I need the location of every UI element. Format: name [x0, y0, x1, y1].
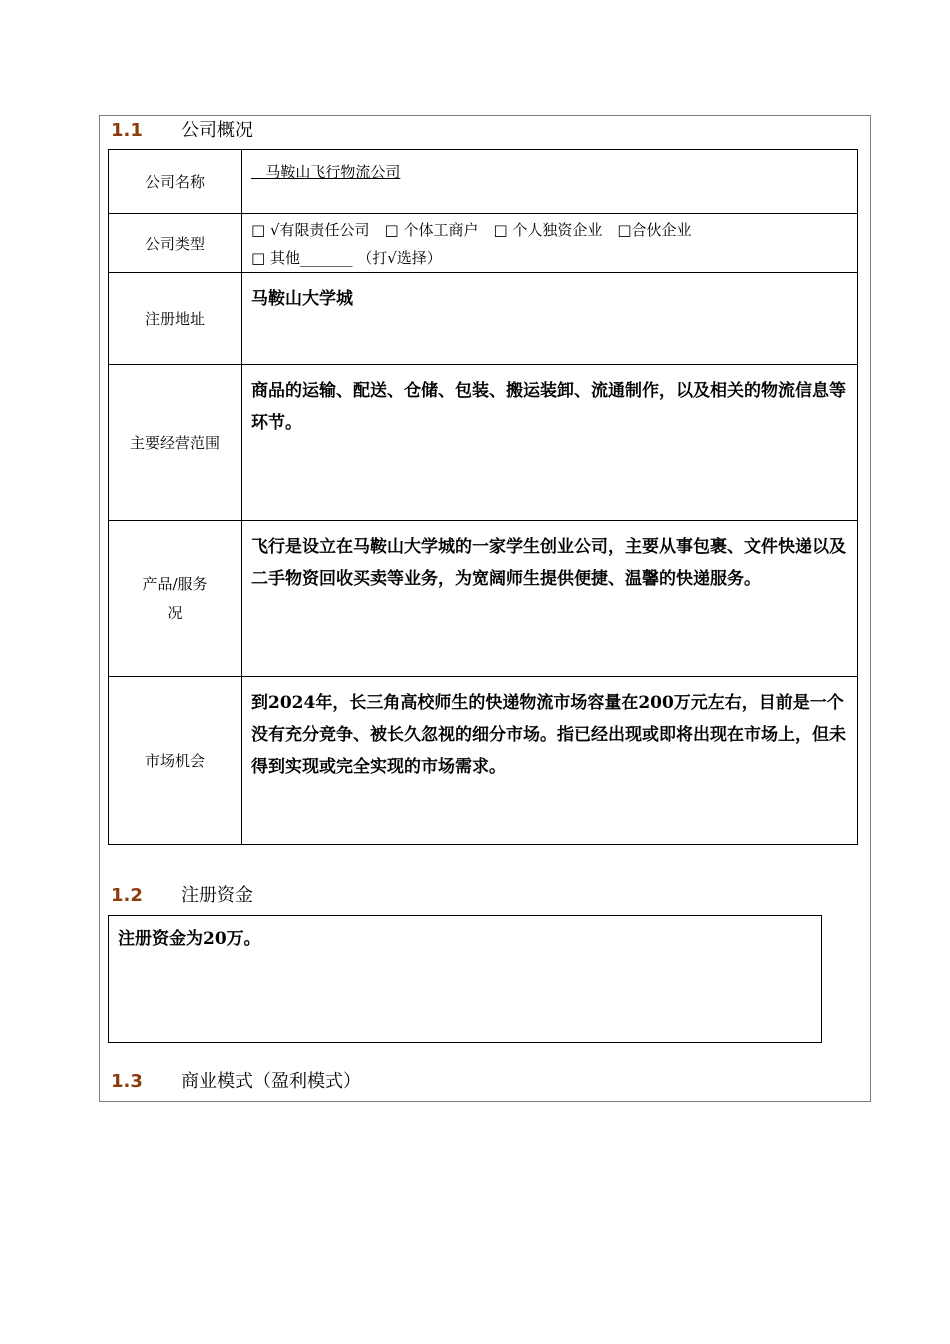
market-opportunity-value: 到2024年，长三角高校师生的快递物流市场容量在200万元左右，目前是一个没有充分竞争、被长久忽视的细分市场。指已经出现或即将出现在市场上，但未得到实现或完全实现的市场需求。 — [242, 677, 858, 845]
product-label-line2: 况 — [167, 603, 183, 622]
company-type-label: 公司类型 — [109, 214, 242, 273]
table-row — [109, 365, 858, 521]
address-label: 注册地址 — [109, 273, 242, 365]
company-info-table — [108, 149, 858, 845]
company-name-value: 马鞍山飞行物流公司 — [265, 163, 401, 181]
section-number: 1.2 — [111, 885, 143, 906]
product-label-line1: 产品/服务 — [142, 574, 208, 593]
section-title: 注册资金 — [181, 885, 253, 906]
section-number: 1.1 — [111, 120, 143, 141]
table-row — [109, 677, 858, 845]
address-value: 马鞍山大学城 — [242, 273, 858, 365]
table-row — [109, 521, 858, 677]
company-type-cell — [242, 214, 858, 273]
table-row — [109, 214, 858, 273]
product-service-value: 飞行是设立在马鞍山大学城的一家学生创业公司，主要从事包裹、文件快递以及二手物资回收买卖等业务，为宽阔师生提供便捷、温馨的快递服务。 — [242, 521, 858, 677]
business-scope-value: 商品的运输、配送、仓储、包装、搬运装卸、流通制作，以及相关的物流信息等环节。 — [242, 365, 858, 521]
section-title: 商业模式（盈利模式） — [181, 1071, 361, 1092]
registered-capital-box: 注册资金为20万。 — [108, 915, 822, 1043]
section-heading-1 — [111, 116, 253, 142]
table-row — [109, 150, 858, 214]
company-type-options: □ √有限责任公司 □ 个体工商户 □ 个人独资企业 □合伙企业 — [251, 221, 692, 239]
business-scope-label: 主要经营范围 — [109, 365, 242, 521]
section-heading-3 — [111, 1067, 361, 1093]
product-service-label — [109, 521, 242, 677]
company-name-cell — [242, 150, 858, 214]
section-title: 公司概况 — [181, 120, 253, 141]
table-row — [109, 273, 858, 365]
company-name-label: 公司名称 — [109, 150, 242, 214]
company-type-other: □ 其他_______ （打√选择） — [251, 249, 442, 267]
section-heading-2 — [111, 881, 253, 907]
section-number: 1.3 — [111, 1071, 143, 1092]
market-opportunity-label: 市场机会 — [109, 677, 242, 845]
